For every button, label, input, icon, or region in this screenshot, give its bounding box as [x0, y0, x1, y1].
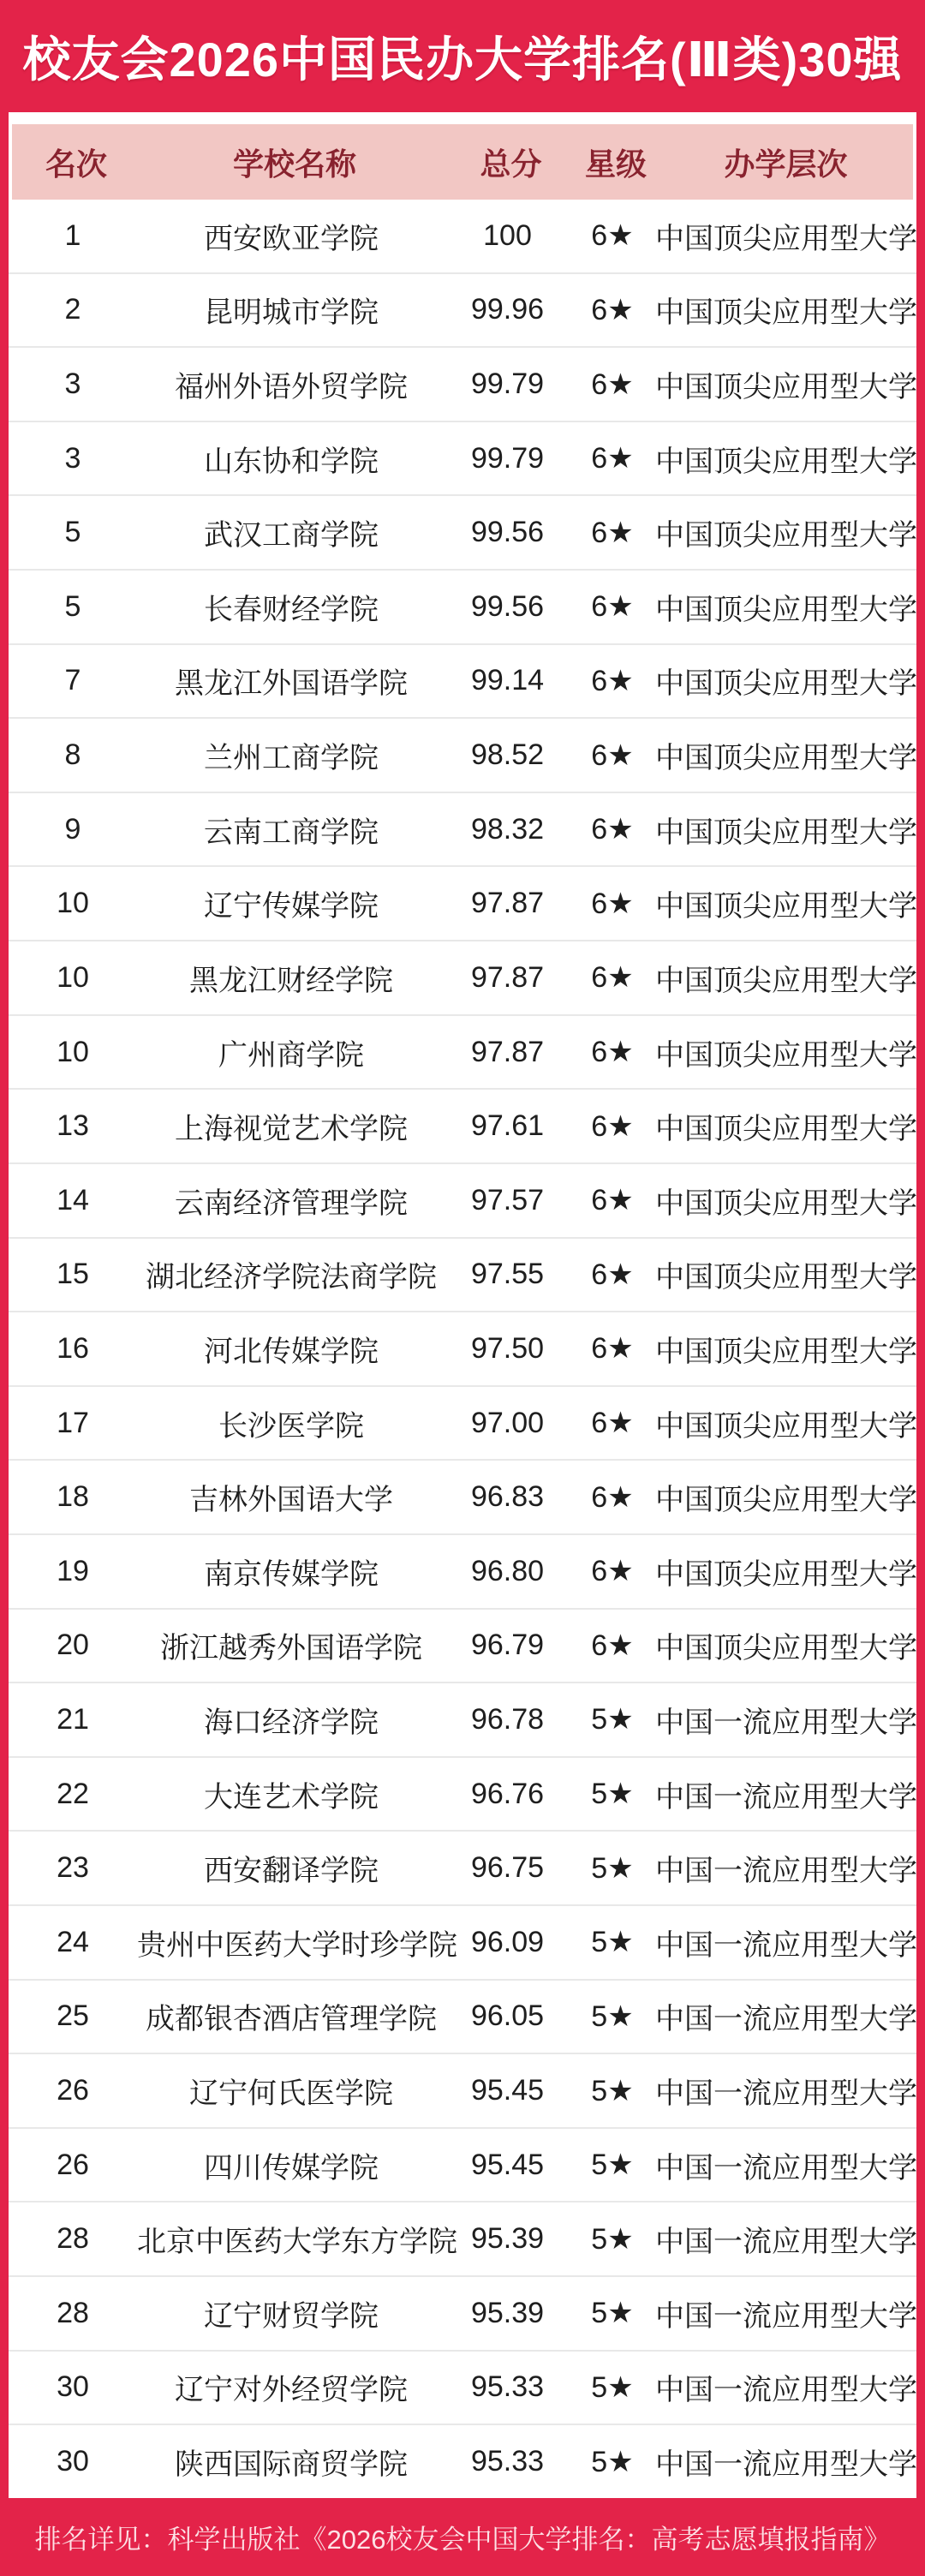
rank-cell: 28: [57, 2296, 89, 2329]
score-cell: 97.87: [470, 1035, 545, 1068]
rank-cell: 28: [57, 2222, 89, 2256]
rank-cell: 26: [57, 2148, 89, 2181]
star-cell: 6★: [591, 1407, 634, 1440]
score-cell: 97.87: [470, 887, 545, 920]
table-row: [9, 2202, 916, 2277]
school-cell: 长沙医学院: [218, 1409, 364, 1443]
rank-cell: 17: [57, 1406, 89, 1439]
school-cell: 武汉工商学院: [204, 519, 379, 553]
header-rank: 名次: [45, 146, 107, 182]
level-cell: 中国一流应用型大学: [655, 2448, 917, 2482]
rank-cell: 24: [57, 1925, 89, 1958]
school-cell: 昆明城市学院: [204, 296, 379, 330]
school-cell: 北京中医药大学东方学院: [137, 2226, 457, 2259]
rank-cell: 1: [64, 218, 81, 252]
star-cell: 5★: [591, 2370, 634, 2404]
level-cell: 中国顶尖应用型大学: [655, 371, 917, 404]
star-cell: 6★: [591, 1109, 634, 1143]
rank-cell: 8: [64, 738, 81, 772]
rank-cell: 3: [64, 441, 81, 475]
rank-cell: 10: [57, 1035, 89, 1068]
rank-cell: 5: [64, 516, 81, 549]
rank-cell: 30: [57, 2445, 89, 2478]
score-cell: 100: [483, 218, 532, 252]
table-row: [9, 1758, 916, 1832]
table-row: [9, 348, 916, 422]
table-row: [9, 1906, 916, 1981]
level-cell: 中国一流应用型大学: [655, 2226, 917, 2259]
table-row: [9, 1239, 916, 1313]
header-school: 学校名称: [232, 146, 356, 182]
level-cell: 中国顶尖应用型大学: [655, 742, 917, 775]
level-cell: 中国顶尖应用型大学: [655, 1409, 917, 1443]
star-cell: 5★: [591, 1926, 634, 1959]
rank-cell: 13: [57, 1109, 89, 1143]
rank-cell: 16: [57, 1331, 89, 1365]
star-cell: 5★: [591, 1778, 634, 1811]
level-cell: 中国一流应用型大学: [655, 1706, 917, 1739]
rank-cell: 21: [57, 1702, 89, 1736]
school-cell: 辽宁财贸学院: [204, 2299, 379, 2333]
level-cell: 中国一流应用型大学: [655, 2374, 917, 2407]
star-cell: 5★: [591, 2222, 634, 2256]
level-cell: 中国顶尖应用型大学: [655, 445, 917, 478]
score-cell: 99.96: [470, 293, 545, 326]
table-row: [9, 274, 916, 349]
table-row: [9, 2129, 916, 2203]
table-body: [9, 200, 916, 2498]
level-cell: 中国一流应用型大学: [655, 2003, 917, 2036]
score-cell: 95.45: [470, 2074, 545, 2107]
level-cell: 中国顶尖应用型大学: [655, 964, 917, 997]
star-cell: 6★: [591, 1332, 634, 1366]
school-cell: 西安欧亚学院: [204, 222, 379, 255]
table-row: [9, 1610, 916, 1684]
table-row: [9, 1387, 916, 1461]
star-cell: 6★: [591, 1184, 634, 1217]
table-row: [9, 1016, 916, 1091]
level-cell: 中国顶尖应用型大学: [655, 816, 917, 849]
star-cell: 5★: [591, 2297, 634, 2330]
school-cell: 黑龙江财经学院: [189, 964, 393, 997]
rank-cell: 30: [57, 2370, 89, 2404]
table-row: [9, 2054, 916, 2129]
table-row: [9, 1461, 916, 1535]
title-bar: [0, 0, 925, 112]
star-cell: 6★: [591, 1036, 634, 1068]
score-cell: 99.79: [470, 441, 545, 475]
table-row: [9, 2425, 916, 2498]
score-cell: 97.61: [470, 1109, 545, 1143]
score-cell: 96.76: [470, 1777, 545, 1810]
school-cell: 成都银杏酒店管理学院: [146, 2003, 437, 2036]
level-cell: 中国顶尖应用型大学: [655, 1484, 917, 1517]
level-cell: 中国顶尖应用型大学: [655, 1335, 917, 1368]
star-cell: 6★: [591, 1629, 634, 1662]
school-cell: 兰州工商学院: [204, 742, 379, 775]
level-cell: 中国顶尖应用型大学: [655, 1186, 917, 1220]
level-cell: 中国一流应用型大学: [655, 1855, 917, 1888]
level-cell: 中国一流应用型大学: [655, 1780, 917, 1814]
score-cell: 99.56: [470, 589, 545, 623]
table-row: [9, 645, 916, 720]
level-cell: 中国一流应用型大学: [655, 1928, 917, 1962]
score-cell: 95.33: [470, 2445, 545, 2478]
star-cell: 5★: [591, 1703, 634, 1736]
star-cell: 6★: [591, 887, 634, 920]
table-row: [9, 2277, 916, 2352]
rank-cell: 15: [57, 1258, 89, 1291]
school-cell: 大连艺术学院: [204, 1780, 379, 1814]
star-cell: 5★: [591, 2445, 634, 2478]
page-title: 校友会2026中国民办大学排名(Ⅲ类)30强: [22, 32, 903, 87]
star-cell: 6★: [591, 1555, 634, 1588]
school-cell: 云南工商学院: [204, 816, 379, 849]
score-cell: 96.75: [470, 1851, 545, 1885]
score-cell: 96.80: [470, 1554, 545, 1587]
rank-cell: 18: [57, 1480, 89, 1514]
table-row: [9, 571, 916, 645]
table-row: [9, 793, 916, 868]
score-cell: 97.50: [470, 1331, 545, 1365]
table-row: [9, 422, 916, 497]
school-cell: 西安翻译学院: [204, 1855, 379, 1888]
school-cell: 黑龙江外国语学院: [175, 667, 408, 701]
star-cell: 6★: [591, 219, 634, 253]
table-row: [9, 2352, 916, 2426]
header-star: 星级: [584, 146, 647, 182]
table-row: [9, 1832, 916, 1906]
star-cell: 6★: [591, 738, 634, 772]
star-cell: 6★: [591, 664, 634, 697]
star-cell: 6★: [591, 368, 634, 401]
score-cell: 96.05: [470, 1999, 545, 2033]
header-level: 办学层次: [724, 146, 848, 182]
table-row: [9, 1090, 916, 1164]
rank-cell: 22: [57, 1777, 89, 1810]
school-cell: 贵州中医药大学时珍学院: [137, 1928, 457, 1962]
level-cell: 中国一流应用型大学: [655, 2077, 917, 2111]
star-cell: 6★: [591, 293, 634, 326]
table-row: [9, 1535, 916, 1610]
school-cell: 吉林外国语大学: [189, 1484, 393, 1517]
table-row: [9, 200, 916, 274]
rank-cell: 3: [64, 368, 81, 401]
level-cell: 中国顶尖应用型大学: [655, 296, 917, 330]
rank-cell: 14: [57, 1183, 89, 1216]
level-cell: 中国顶尖应用型大学: [655, 667, 917, 701]
star-cell: 6★: [591, 1480, 634, 1514]
table-row: [9, 867, 916, 941]
table-row: [9, 1683, 916, 1758]
score-cell: 96.79: [470, 1629, 545, 1662]
star-cell: 6★: [591, 813, 634, 846]
table-row: [9, 719, 916, 793]
table-row: [9, 1164, 916, 1239]
level-cell: 中国一流应用型大学: [655, 2299, 917, 2333]
star-cell: 5★: [591, 2149, 634, 2182]
star-cell: 5★: [591, 1999, 634, 2033]
level-cell: 中国顶尖应用型大学: [655, 519, 917, 553]
score-cell: 97.87: [470, 960, 545, 994]
header-score: 总分: [480, 146, 542, 182]
score-cell: 95.45: [470, 2148, 545, 2181]
star-cell: 6★: [591, 590, 634, 624]
score-cell: 95.39: [470, 2296, 545, 2329]
table-row: [9, 941, 916, 1016]
school-cell: 辽宁对外经贸学院: [175, 2374, 408, 2407]
score-cell: 95.39: [470, 2222, 545, 2256]
table-header-row: [12, 124, 913, 200]
score-cell: 98.32: [470, 812, 545, 846]
school-cell: 海口经济学院: [204, 1706, 379, 1739]
level-cell: 中国一流应用型大学: [655, 2151, 917, 2185]
school-cell: 长春财经学院: [204, 593, 379, 626]
score-cell: 99.14: [470, 664, 545, 697]
school-cell: 山东协和学院: [204, 445, 379, 478]
rank-cell: 9: [64, 812, 81, 846]
score-cell: 96.83: [470, 1480, 545, 1514]
level-cell: 中国顶尖应用型大学: [655, 222, 917, 255]
school-cell: 河北传媒学院: [204, 1335, 379, 1368]
ranking-table-card: [9, 112, 916, 2498]
rank-cell: 23: [57, 1851, 89, 1885]
score-cell: 96.78: [470, 1702, 545, 1736]
rank-cell: 10: [57, 887, 89, 920]
school-cell: 上海视觉艺术学院: [175, 1113, 408, 1146]
school-cell: 广州商学院: [218, 1038, 364, 1072]
rank-cell: 10: [57, 960, 89, 994]
rank-cell: 7: [64, 664, 81, 697]
table-row: [9, 496, 916, 571]
school-cell: 辽宁传媒学院: [204, 890, 379, 923]
score-cell: 99.56: [470, 516, 545, 549]
star-cell: 6★: [591, 516, 634, 549]
star-cell: 5★: [591, 2074, 634, 2107]
table-row: [9, 1312, 916, 1387]
table-row: [9, 1981, 916, 2055]
school-cell: 南京传媒学院: [204, 1557, 379, 1591]
star-cell: 5★: [591, 1851, 634, 1885]
rank-cell: 2: [64, 293, 81, 326]
level-cell: 中国顶尖应用型大学: [655, 1038, 917, 1072]
score-cell: 99.79: [470, 368, 545, 401]
school-cell: 云南经济管理学院: [175, 1186, 408, 1220]
school-cell: 湖北经济学院法商学院: [146, 1261, 437, 1294]
school-cell: 陕西国际商贸学院: [175, 2448, 408, 2482]
rank-cell: 26: [57, 2074, 89, 2107]
school-cell: 福州外语外贸学院: [175, 371, 408, 404]
score-cell: 97.00: [470, 1406, 545, 1439]
level-cell: 中国顶尖应用型大学: [655, 593, 917, 626]
level-cell: 中国顶尖应用型大学: [655, 1113, 917, 1146]
school-cell: 浙江越秀外国语学院: [160, 1632, 422, 1665]
score-cell: 95.33: [470, 2370, 545, 2404]
school-cell: 辽宁何氏医学院: [189, 2077, 393, 2111]
star-cell: 6★: [591, 961, 634, 995]
level-cell: 中国顶尖应用型大学: [655, 1261, 917, 1294]
rank-cell: 5: [64, 589, 81, 623]
score-cell: 97.57: [470, 1183, 545, 1216]
star-cell: 6★: [591, 442, 634, 475]
level-cell: 中国顶尖应用型大学: [655, 890, 917, 923]
star-cell: 6★: [591, 1258, 634, 1291]
rank-cell: 19: [57, 1554, 89, 1587]
level-cell: 中国顶尖应用型大学: [655, 1557, 917, 1591]
school-cell: 四川传媒学院: [204, 2151, 379, 2185]
rank-cell: 25: [57, 1999, 89, 2033]
score-cell: 98.52: [470, 738, 545, 772]
level-cell: 中国顶尖应用型大学: [655, 1632, 917, 1665]
footer-note: 排名详见：科学出版社《2026校友会中国大学排名：高考志愿填报指南》: [34, 2525, 891, 2555]
score-cell: 97.55: [470, 1258, 545, 1291]
rank-cell: 20: [57, 1629, 89, 1662]
footer-note-bar: [0, 2498, 925, 2576]
score-cell: 96.09: [470, 1925, 545, 1958]
